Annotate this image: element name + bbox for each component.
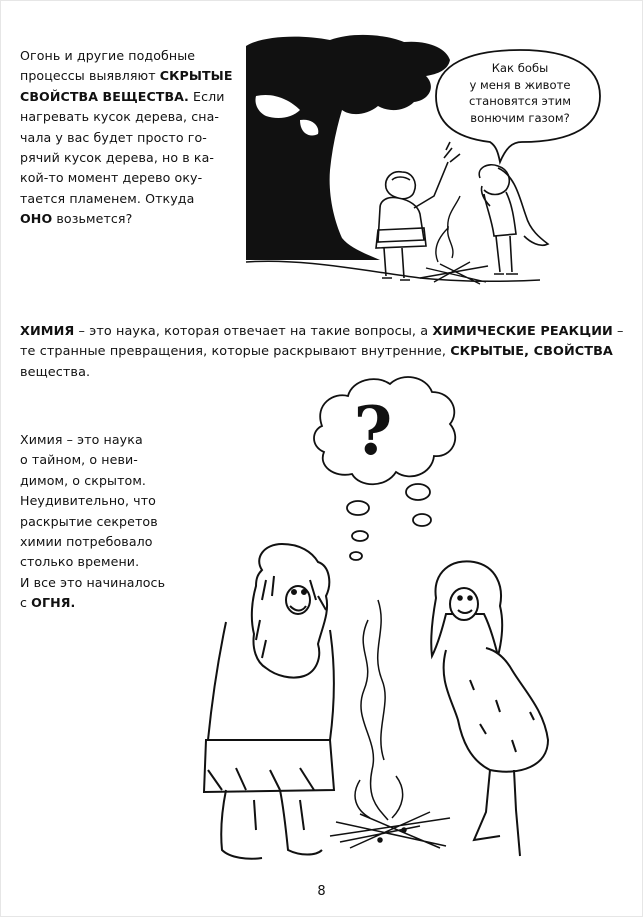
intro-paragraph: Огонь и другие подобные процессы выявляют СКРЫТЫЕ СВОЙСТВА ВЕЩЕСТВА. Если нагревать кусок дерева, сна- чала у вас будет просто го- рячий кусок дерева, но в ка- кой-то момент дерево оку- тается пламенем. Откуда ОНО возьмется? bbox=[20, 48, 233, 227]
question-mark: ? bbox=[353, 392, 393, 470]
speech-bubble-text: Как бобы у меня в животе становятся этим вонючим газом? bbox=[469, 61, 571, 125]
side-note: Химия – это наука о тайном, о неви- димом, о скрытом. Неудивительно, что раскрытие секретов химии потребовало столько времени. И все это начиналось с ОГНЯ. bbox=[20, 432, 166, 611]
definition-paragraph: ХИМИЯ – это наука, которая отвечает на такие вопросы, а ХИМИЧЕСКИЕ РЕАКЦИИ – те странные превращения, которые раскрывают внутренние, СКРЫТЫЕ, СВОЙСТВА вещества. bbox=[20, 324, 624, 380]
caveman bbox=[204, 544, 334, 859]
cavewoman bbox=[431, 561, 548, 856]
page-number: 8 bbox=[317, 884, 326, 899]
